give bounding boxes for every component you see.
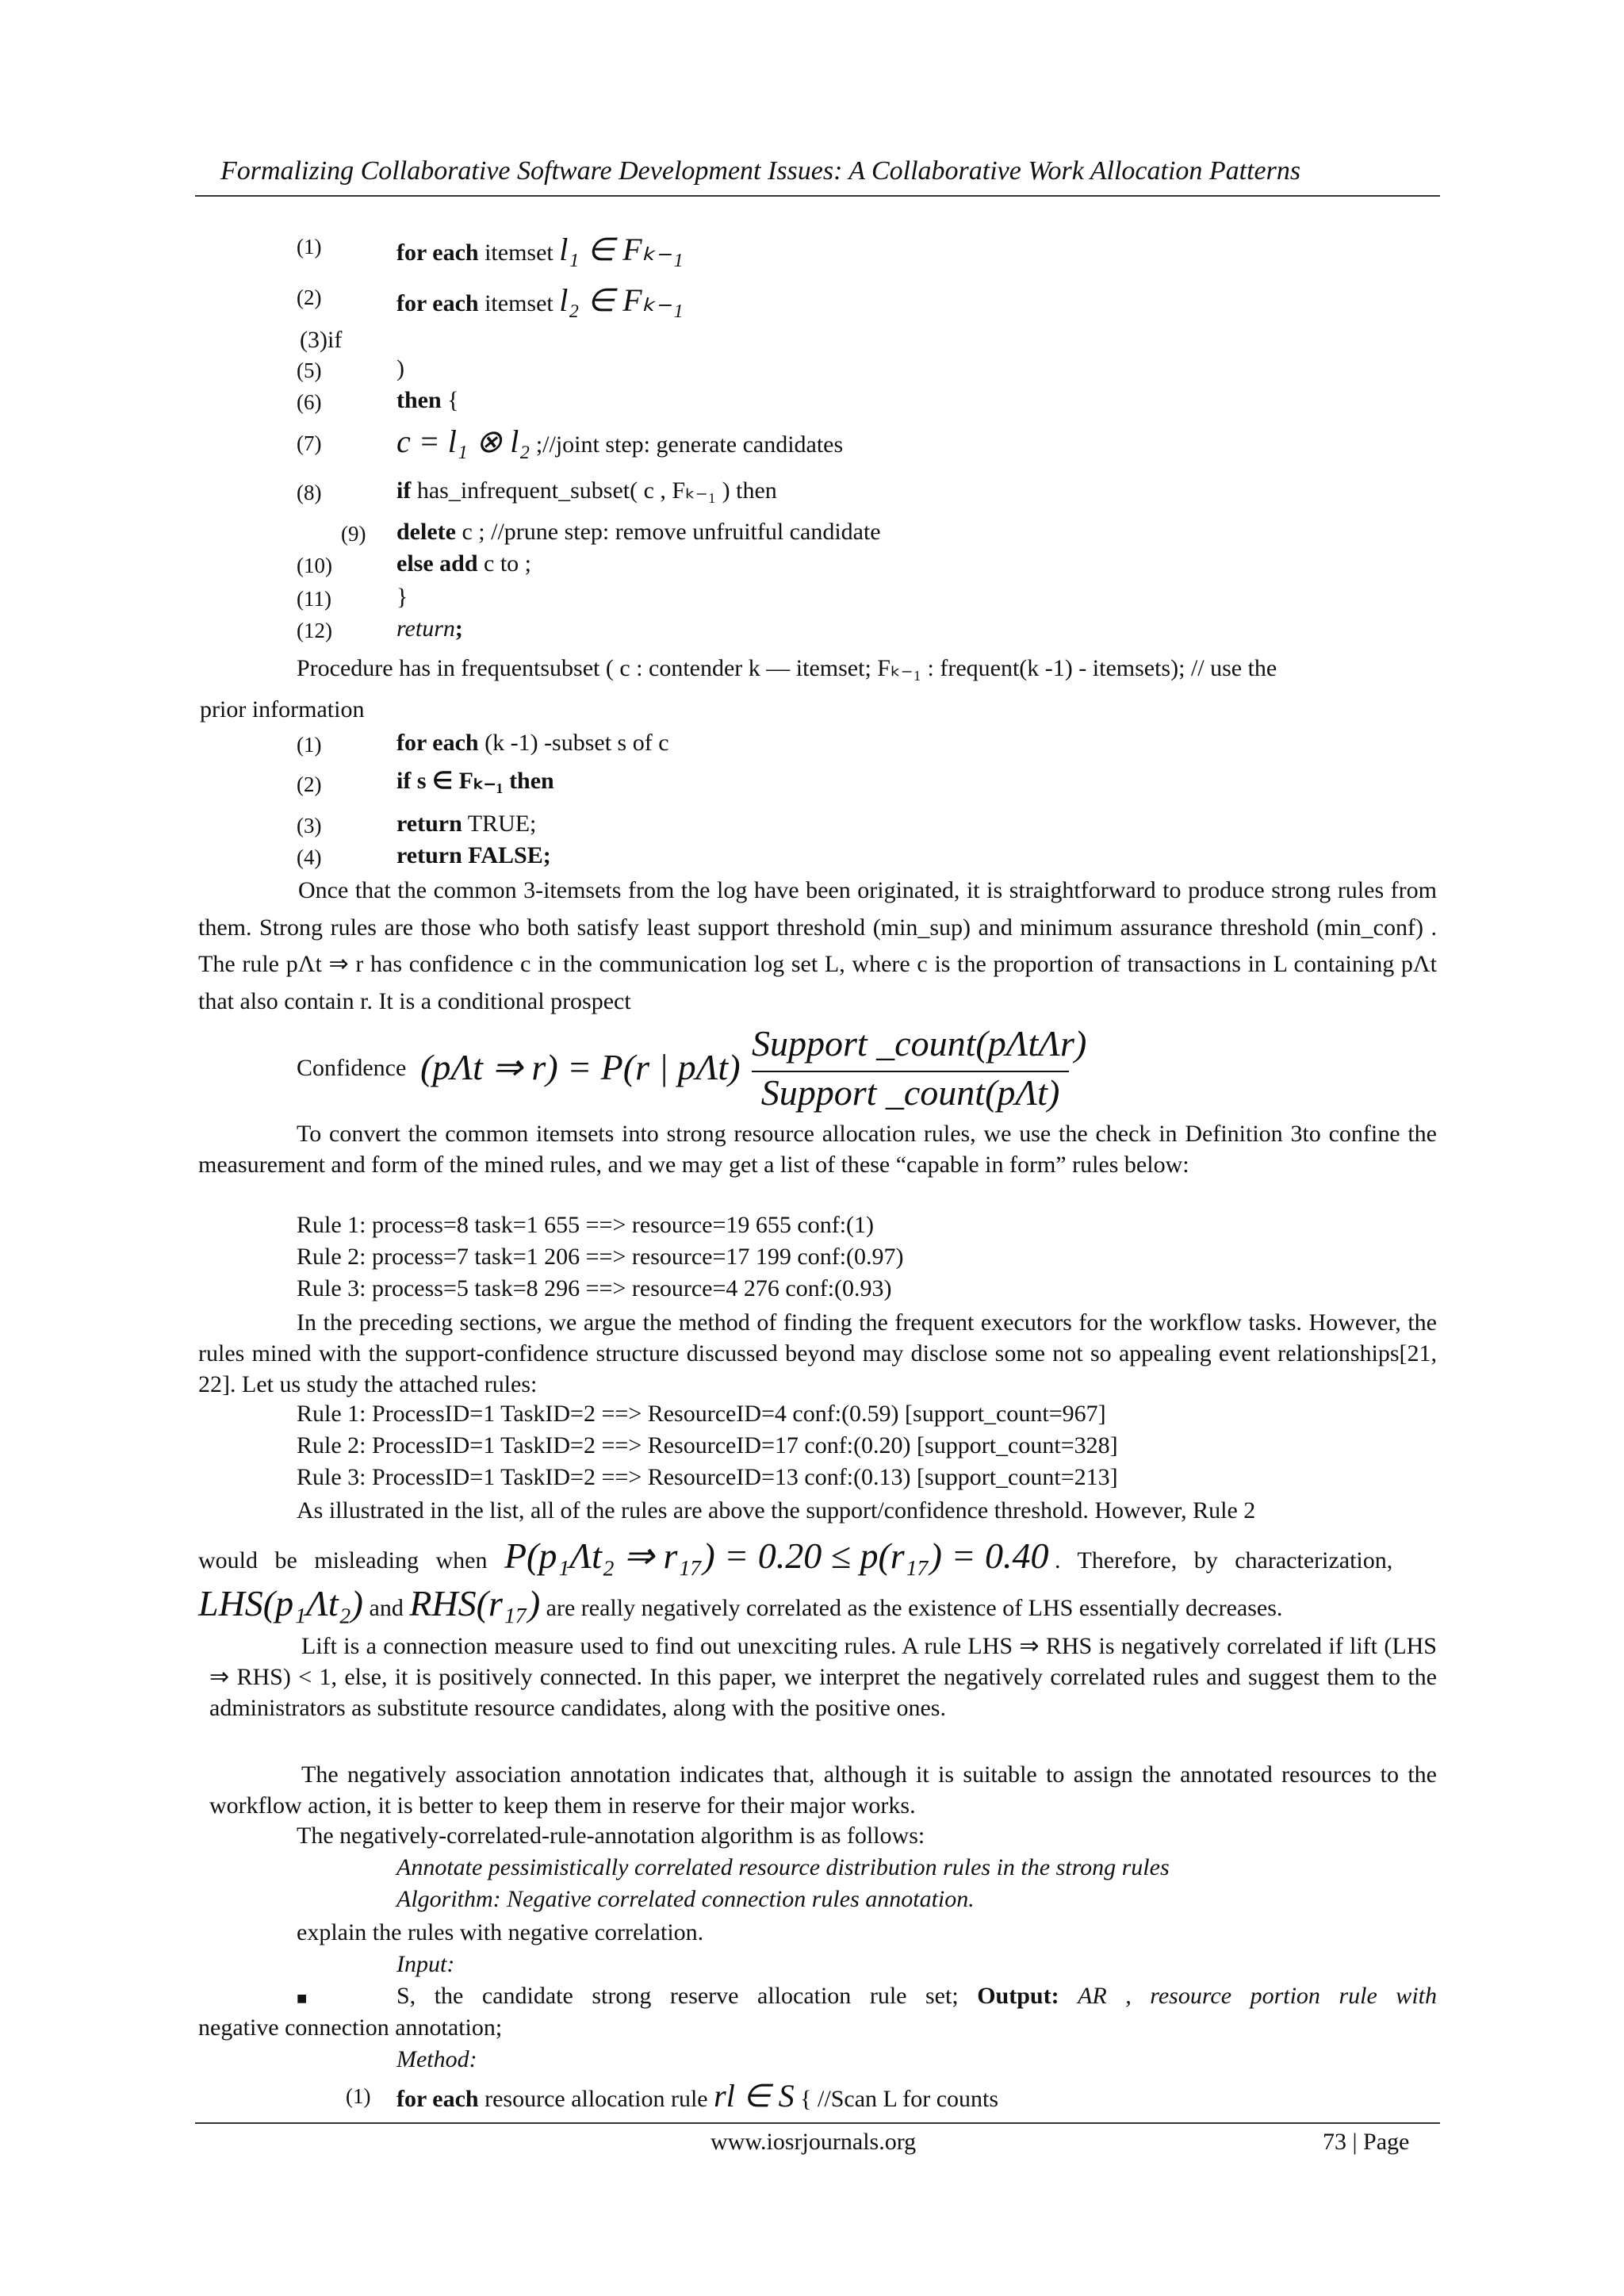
formula-numerator: Support _count(pΛtΛr) [752,1023,1087,1064]
step-line: if has_infrequent_subset( c , Fₖ₋₁ ) then [396,477,777,504]
step-number: (7) [297,431,322,455]
paragraph: In the preceding sections, we argue the method of finding the frequent executors for the workflow tasks. However, the rules mined with the support-confidence structure discussed beyond may disclose some not so appealing event relationships[21, 22]. Let us study the attached rules: [198,1309,1437,1397]
step-line: return; [396,615,463,642]
step-line: ) [396,355,404,381]
paragraph-line: LHS(p₁Λt₂) and RHS(r₁₇) are really negatively correlated as the existence of LHS essentially decreases. [198,1583,1283,1623]
paragraph-line: The negatively-correlated-rule-annotation algorithm is as follows: [297,1823,925,1849]
page-number: 73 | Page [1323,2129,1410,2155]
math-expression: l₁ ∈ Fₖ₋₁ [559,232,684,267]
step-number: (1) [297,733,322,757]
rule-item: Rule 3: process=5 task=8 296 ==> resource=4 276 conf:(0.93) [297,1275,892,1301]
rule-item: Rule 2: ProcessID=1 TaskID=2 ==> ResourceID=17 conf:(0.20) [support_count=328] [297,1432,1118,1458]
paragraph: The negatively association annotation indicates that, although it is suitable to assign the annotated resources to the workflow action, it is better to keep them in reserve for their major works. [209,1761,1437,1819]
paragraph: To convert the common itemsets into strong resource allocation rules, we use the check in Definition 3to confine the measurement and form of the mined rules, and we may get a list of these “capable in form” rules below: [198,1121,1437,1178]
math-expression: c = l₁ ⊗ l₂ [396,424,530,459]
step-line: } [396,584,408,610]
bullet-text: S, the candidate strong reserve allocation rule set; Output: AR , resource portion rule with [396,1983,1437,2009]
paragraph-line: As illustrated in the list, all of the rules are above the support/confidence threshold. However, Rule 2 [297,1497,1256,1524]
step-number: (9) [341,522,366,546]
method-label: Method: [396,2046,477,2072]
step-number: (3) [297,814,322,838]
step-line: for each itemset l₁ ∈ Fₖ₋₁ [396,232,684,267]
step-number: (11) [297,587,331,611]
rule-item: Rule 1: ProcessID=1 TaskID=2 ==> ResourceID=4 conf:(0.59) [support_count=967] [297,1401,1106,1427]
footer-rule [195,2122,1440,2124]
step-line: c = l₁ ⊗ l₂ ;//joint step: generate candidates [396,424,844,459]
math-expression: RHS(r₁₇) [409,1583,541,1623]
formula-denominator: Support _count(pΛt) [760,1072,1060,1113]
math-expression: P(p₁Λt₂ ⇒ r₁₇) = 0.20 ≤ p(r₁₇) = 0.40 [504,1535,1049,1576]
step-line: for each itemset l₂ ∈ Fₖ₋₁ [396,282,684,318]
paragraph-line: would be misleading when P(p₁Λt₂ ⇒ r₁₇) = 0.20 ≤ p(r₁₇) = 0.40 . Therefore, by characterization, [198,1535,1393,1576]
step-line: delete c ; //prune step: remove unfruitful candidate [396,519,881,545]
step-number: (4) [297,845,322,869]
formula-lhs: (pΛt ⇒ r) = P(r | pΛt) [420,1047,741,1087]
step-line: else add c to ; [396,550,532,577]
paragraph: Once that the common 3-itemsets from the log have been originated, it is straightforward to produce strong rules from them. Strong rules are those who both satisfy least support threshold (min_sup) and minimum assurance threshold (min_conf) . The rule pΛt ⇒ r has confidence c in the communication log set L, where c is the proportion of transactions in L containing pΛt that also contain r. It is a conditional prospect [198,877,1437,1014]
bullet-text-cont: negative connection annotation; [198,2014,503,2041]
bullet-icon: ■ [297,1988,308,2008]
rule-item: Rule 2: process=7 task=1 206 ==> resource=17 199 conf:(0.97) [297,1244,904,1270]
paragraph-line: explain the rules with negative correlation. [297,1919,704,1945]
step-number: (1) [297,235,322,259]
math-expression: rl ∈ S [714,2078,795,2114]
step-number: (3)if [300,327,343,353]
math-expression: LHS(p₁Λt₂) [198,1583,363,1623]
step-number: (12) [297,619,332,642]
paragraph: Lift is a connection measure used to find out unexciting rules. A rule LHS ⇒ RHS is negatively correlated if lift (LHS ⇒ RHS) < 1, else, it is positively connected. In this paper, we interpret the negatively correlated rules and suggest them to the administrators as substitute resource candidates, along with the positive ones. [209,1633,1437,1721]
step-number: (5) [297,358,322,382]
algorithm-subtitle: Algorithm: Negative correlated connection rules annotation. [396,1886,975,1912]
step-line: return TRUE; [396,811,537,837]
step-line: return FALSE; [396,842,551,868]
footer-url: www.iosrjournals.org [710,2129,917,2155]
algorithm-title: Annotate pessimistically correlated resource distribution rules in the strong rules [396,1854,1170,1880]
math-expression: l₂ ∈ Fₖ₋₁ [559,282,684,318]
step-number: (1) [346,2084,371,2108]
step-number: (8) [297,481,322,504]
procedure-heading: Procedure has in frequentsubset ( c : contender k — itemset; Fₖ₋₁ : frequent(k -1) - itemsets); // use the [297,655,1277,681]
formula-label: Confidence [297,1055,407,1081]
running-header: Formalizing Collaborative Software Development Issues: A Collaborative Work Allocation Patterns [220,156,1301,186]
step-line: if s ∈ Fₖ₋₁ then [396,768,554,794]
header-rule [195,195,1440,197]
step-number: (2) [297,286,322,309]
rule-item: Rule 1: process=8 task=1 655 ==> resource=19 655 conf:(1) [297,1212,875,1238]
step-line: then { [396,387,459,413]
step-number: (6) [297,390,322,414]
step-line: for each (k -1) -subset s of c [396,730,669,756]
input-label: Input: [396,1951,455,1977]
step-number: (2) [297,772,322,796]
step-number: (10) [297,554,332,577]
step-line: for each resource allocation rule rl ∈ S { //Scan L for counts [396,2078,999,2114]
rule-item: Rule 3: ProcessID=1 TaskID=2 ==> ResourceID=13 conf:(0.13) [support_count=213] [297,1464,1118,1490]
procedure-heading-cont: prior information [200,696,365,723]
